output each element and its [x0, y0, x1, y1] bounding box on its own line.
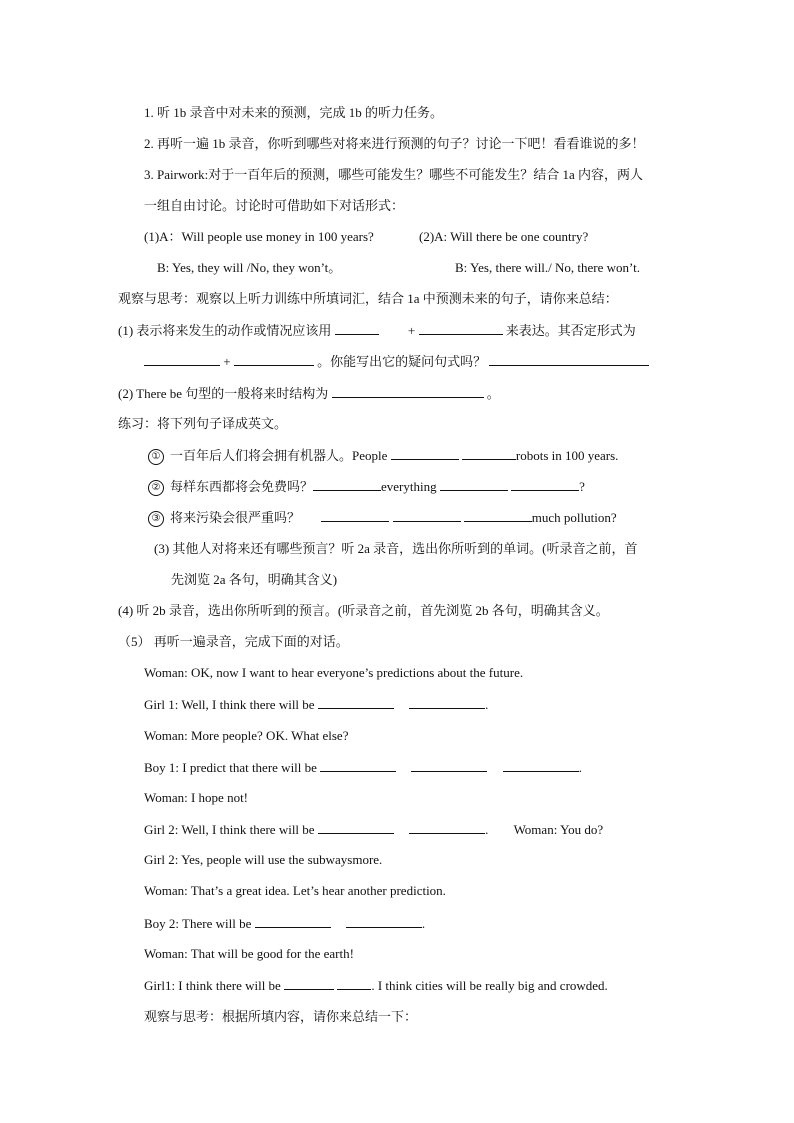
dialogue-form-2-b: B: Yes, there will./ No, there won’t.: [455, 260, 640, 275]
q2-text: (2) There be 句型的一般将来时结构为: [118, 386, 329, 401]
dialogue-form-2-a: (2)A: Will there be one country?: [419, 229, 589, 244]
observe-title-2: 观察与思考：根据所填内容，请你来总结一下：: [144, 1009, 418, 1024]
dialogue-form-1-b: B: Yes, they will /No, they won’t。: [157, 260, 342, 275]
answer-blank[interactable]: [255, 914, 331, 928]
dialogue-form-1-a: (1)A：Will people use money in 100 years?: [144, 229, 374, 244]
task-3-line-1: 3. Pairwork:对于一百年后的预测，哪些可能发生？哪些不可能发生？结合 1a 内容，两人: [144, 167, 644, 182]
practice-1-cn: 一百年后人们将会拥有机器人。People: [170, 448, 388, 463]
answer-blank[interactable]: [411, 758, 487, 772]
answer-blank[interactable]: [419, 321, 503, 335]
practice-title: 练习：将下列句子译成英文。: [118, 416, 288, 431]
section-4: (4) 听 2b 录音，选出你所听到的预言。(听录音之前，首先浏览 2b 各句，明确其含义。: [118, 603, 609, 618]
answer-blank[interactable]: [462, 446, 516, 460]
circled-number: ①: [148, 449, 164, 465]
practice-1-en: robots in 100 years.: [515, 448, 619, 463]
task-1: 1. 听 1b 录音中对未来的预测，完成 1b 的听力任务。: [144, 105, 444, 120]
dialogue-line: [144, 976, 608, 995]
practice-2-mid: everything: [381, 479, 437, 494]
practice-item-1: [148, 446, 618, 465]
answer-blank[interactable]: [321, 508, 389, 522]
q1-text-d: 。你能写出它的疑问句式吗？: [317, 354, 487, 369]
dialogue-line: [144, 695, 488, 714]
dialogue-line: Woman: I hope not!: [144, 790, 249, 805]
practice-2-cn: 每样东西都将会免费吗？: [170, 479, 314, 494]
dialogue-text: Girl1: I think there will be: [144, 978, 281, 993]
answer-blank[interactable]: [489, 352, 649, 366]
answer-blank[interactable]: [284, 976, 334, 990]
dialogue-text: Boy 2: There will be: [144, 916, 252, 931]
period: .: [578, 760, 582, 775]
q1-plus: +: [407, 323, 416, 338]
dialogue-text: Girl 2: Well, I think there will be: [144, 822, 315, 837]
dialogue-line: Woman: That will be good for the earth!: [144, 946, 354, 961]
answer-blank[interactable]: [337, 976, 371, 990]
dialogue-text: Boy 1: I predict that there will be: [144, 760, 317, 775]
dialogue-text: Girl 1: Well, I think there will be: [144, 697, 315, 712]
q2-end: 。: [486, 386, 500, 401]
q1-plus-2: +: [223, 354, 231, 369]
answer-blank[interactable]: [391, 446, 459, 460]
task-3-line-2: 一组自由讨论。讨论时可借助如下对话形式：: [144, 198, 405, 213]
practice-3-end: much pollution?: [531, 510, 617, 525]
dialogue-line: [144, 758, 582, 777]
answer-blank[interactable]: [335, 321, 379, 335]
practice-item-3: [148, 508, 617, 527]
answer-blank[interactable]: [313, 477, 381, 491]
practice-3-cn: 将来污染会很严重吗？: [170, 510, 301, 525]
period: .: [421, 916, 426, 931]
answer-blank[interactable]: [440, 477, 508, 491]
answer-blank[interactable]: [503, 758, 579, 772]
period: .: [485, 822, 489, 837]
answer-blank[interactable]: [332, 384, 484, 398]
section-5: （5） 再听一遍录音，完成下面的对话。: [118, 634, 349, 649]
answer-blank[interactable]: [144, 352, 220, 366]
period: .: [485, 697, 489, 712]
dialogue-line: [144, 820, 603, 839]
dialogue-text: . I think cities will be really big and crowded.: [371, 978, 608, 993]
circled-number: ②: [148, 480, 164, 496]
dialogue-line: Woman: OK, now I want to hear everyone’s predictions about the future.: [144, 665, 524, 680]
dialogue-line: Woman: That’s a great idea. Let’s hear another prediction.: [144, 883, 446, 898]
dialogue-line: Woman: More people? OK. What else?: [144, 728, 349, 743]
answer-blank[interactable]: [346, 914, 422, 928]
q1-text-a: (1) 表示将来发生的动作或情况应该用: [118, 323, 332, 338]
answer-blank[interactable]: [409, 820, 485, 834]
answer-blank[interactable]: [318, 695, 394, 709]
q1-text-b: 来表达。其否定形式为: [505, 323, 636, 338]
section-3-line-2: 先浏览 2a 各句，明确其含义): [171, 572, 338, 587]
practice-item-2: [148, 477, 585, 496]
observe-question-1-cont: [144, 352, 649, 371]
dialogue-line: Girl 2: Yes, people will use the subwaysmore.: [144, 852, 383, 867]
answer-blank[interactable]: [318, 820, 394, 834]
section-3-line-1: (3) 其他人对将来还有哪些预言？听 2a 录音，选出你所听到的单词。(听录音之前，首: [154, 541, 638, 556]
task-2: 2. 再听一遍 1b 录音，你听到哪些对将来进行预测的句子？讨论一下吧！看看谁说的多！: [144, 136, 645, 151]
answer-blank[interactable]: [320, 758, 396, 772]
answer-blank[interactable]: [393, 508, 461, 522]
circled-number: ③: [148, 511, 164, 527]
answer-blank[interactable]: [409, 695, 485, 709]
dialogue-text: Woman: You do?: [513, 822, 604, 837]
observe-question-1: [118, 321, 636, 340]
practice-2-end: ?: [579, 479, 585, 494]
answer-blank[interactable]: [464, 508, 532, 522]
answer-blank[interactable]: [511, 477, 579, 491]
dialogue-line: [144, 914, 425, 933]
observe-title-1: 观察与思考：观察以上听力训练中所填词汇，结合 1a 中预测未来的句子，请你来总结：: [118, 291, 618, 306]
observe-question-2: [118, 384, 500, 403]
answer-blank[interactable]: [234, 352, 314, 366]
